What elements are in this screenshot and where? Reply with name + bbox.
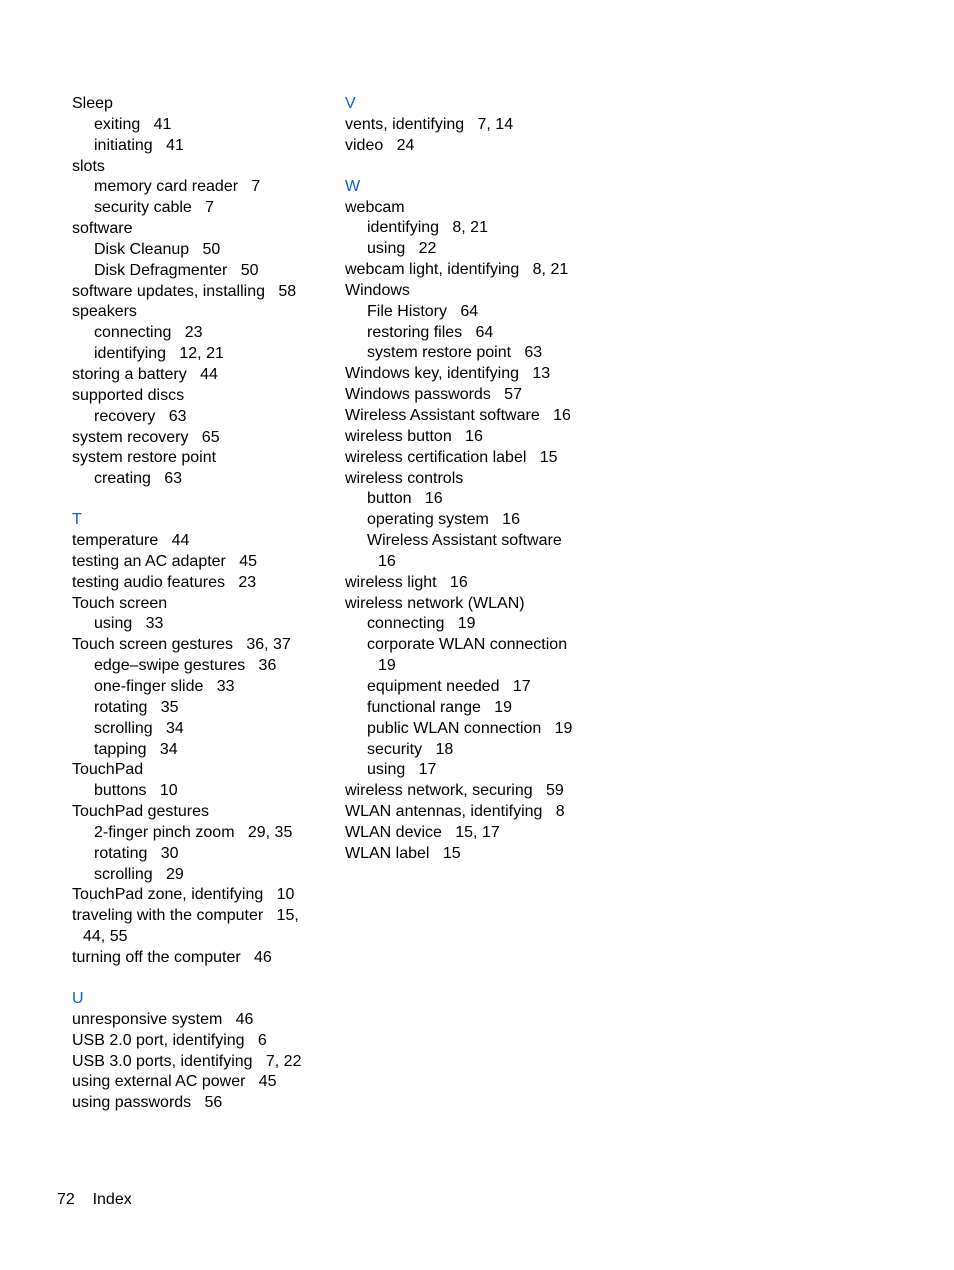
index-entry: video 24 — [345, 136, 415, 154]
index-entry: speakers — [72, 303, 137, 321]
index-entry: Touch screen gestures 36, 37 — [72, 636, 291, 654]
index-subentry: security cable 7 — [94, 199, 215, 217]
index-subentry: recovery 63 — [94, 407, 187, 425]
index-entry: wireless light 16 — [345, 573, 468, 591]
index-entry: temperature 44 — [72, 532, 190, 550]
index-subentry: initiating 41 — [94, 136, 184, 154]
index-entry: vents, identifying 7, 14 — [345, 115, 514, 133]
section-spacer — [72, 969, 322, 989]
index-subentry: functional range 19 — [367, 698, 512, 716]
index-entry: Touch screen — [72, 594, 168, 612]
index-subentry: security 18 — [367, 740, 454, 758]
index-subentry: identifying 12, 21 — [94, 345, 224, 363]
index-entry: wireless controls — [345, 469, 464, 487]
index-subentry: restoring files 64 — [367, 323, 494, 341]
index-entry: using external AC power 45 — [72, 1073, 277, 1091]
section-spacer — [72, 490, 322, 510]
index-subentry: using 33 — [94, 615, 164, 633]
index-entry: TouchPad zone, identifying 10 — [72, 886, 295, 904]
section-spacer — [345, 157, 605, 177]
index-subentry: rotating 35 — [94, 698, 179, 716]
index-entry: wireless network (WLAN) — [345, 594, 525, 612]
index-subentry-continuation: 16 — [378, 552, 396, 570]
index-subentry: edge–swipe gestures 36 — [94, 657, 277, 675]
page-number: 72 — [57, 1191, 75, 1208]
index-subentry: Disk Defragmenter 50 — [94, 261, 259, 279]
index-subentry: using 22 — [367, 240, 437, 258]
index-column-right — [345, 94, 605, 865]
index-column-left — [72, 94, 322, 1114]
index-subentry: scrolling 34 — [94, 719, 184, 737]
index-entry: storing a battery 44 — [72, 365, 218, 383]
index-letter-heading: T — [72, 511, 82, 529]
index-entry: Sleep — [72, 95, 113, 112]
index-entry: using passwords 56 — [72, 1094, 223, 1112]
index-entry: supported discs — [72, 386, 185, 404]
index-entry: USB 2.0 port, identifying 6 — [72, 1031, 267, 1049]
index-subentry: button 16 — [367, 490, 443, 508]
index-entry: WLAN label 15 — [345, 844, 461, 862]
index-entry: testing audio features 23 — [72, 573, 257, 591]
index-subentry: identifying 8, 21 — [367, 219, 488, 237]
index-entry: wireless button 16 — [345, 427, 483, 445]
index-subentry: scrolling 29 — [94, 865, 184, 883]
index-subentry: corporate WLAN connection — [367, 636, 568, 654]
index-entry: USB 3.0 ports, identifying 7, 22 — [72, 1052, 302, 1070]
index-subentry: equipment needed 17 — [367, 677, 531, 695]
index-entry: software updates, installing 58 — [72, 282, 297, 300]
index-entry: WLAN device 15, 17 — [345, 823, 500, 841]
index-entry: webcam light, identifying 8, 21 — [345, 261, 569, 279]
index-entry: TouchPad gestures — [72, 803, 209, 821]
index-entry: Windows passwords 57 — [345, 386, 522, 404]
index-subentry: one-finger slide 33 — [94, 677, 235, 695]
index-entry: turning off the computer 46 — [72, 948, 272, 966]
index-letter-heading: W — [345, 177, 361, 195]
index-subentry: connecting 23 — [94, 324, 203, 342]
index-subentry: exiting 41 — [94, 115, 172, 133]
index-entry: slots — [72, 157, 105, 175]
index-subentry: Disk Cleanup 50 — [94, 240, 221, 258]
index-subentry: system restore point 63 — [367, 344, 543, 362]
page-footer — [57, 1190, 132, 1210]
index-subentry: rotating 30 — [94, 844, 179, 862]
index-entry: unresponsive system 46 — [72, 1010, 254, 1028]
index-entry: testing an AC adapter 45 — [72, 552, 258, 570]
index-entry: software — [72, 220, 133, 238]
index-subentry: 2-finger pinch zoom 29, 35 — [94, 823, 293, 841]
index-subentry: connecting 19 — [367, 615, 476, 633]
index-subentry: buttons 10 — [94, 782, 178, 800]
index-letter-heading: U — [72, 989, 84, 1007]
index-entry: system recovery 65 — [72, 428, 220, 446]
index-entry-continuation: 44, 55 — [83, 928, 128, 946]
index-subentry-continuation: 19 — [378, 657, 396, 675]
index-entry: WLAN antennas, identifying 8 — [345, 803, 565, 821]
index-entry: traveling with the computer 15, — [72, 907, 299, 925]
index-entry: TouchPad — [72, 761, 144, 779]
index-subentry: creating 63 — [94, 470, 183, 488]
index-entry: webcam — [345, 198, 405, 216]
index-entry: wireless network, securing 59 — [345, 782, 564, 800]
index-entry: Windows — [345, 281, 410, 299]
footer-section-title: Index — [92, 1191, 132, 1208]
index-subentry: operating system 16 — [367, 511, 520, 529]
index-entry: Wireless Assistant software 16 — [345, 407, 571, 424]
index-subentry: tapping 34 — [94, 740, 178, 758]
index-subentry: public WLAN connection 19 — [367, 719, 573, 737]
index-subentry: memory card reader 7 — [94, 178, 261, 196]
index-entry: wireless certification label 15 — [345, 448, 558, 466]
index-entry: system restore point — [72, 449, 217, 467]
index-letter-heading: V — [345, 95, 356, 112]
index-subentry: using 17 — [367, 761, 437, 779]
index-entry: Windows key, identifying 13 — [345, 365, 551, 383]
index-subentry: File History 64 — [367, 302, 479, 320]
index-subentry: Wireless Assistant software — [367, 532, 562, 550]
